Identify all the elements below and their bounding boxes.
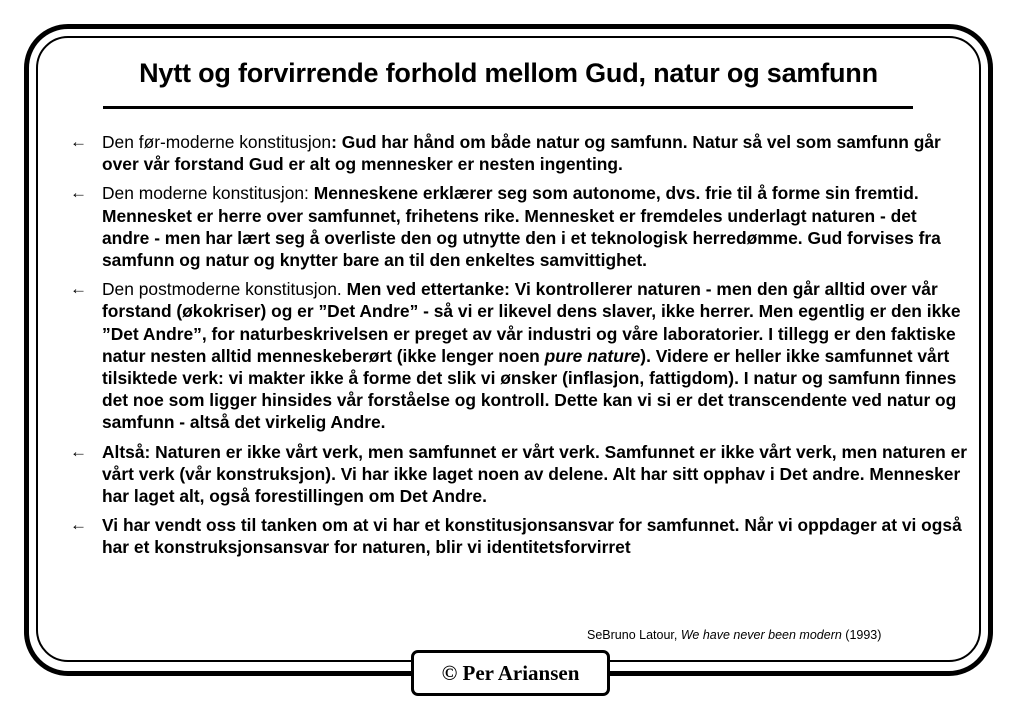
list-item (68, 278, 968, 433)
title-underline (103, 106, 913, 109)
source-year: (1993) (841, 628, 882, 642)
list-item (68, 131, 968, 175)
bullet-text: Menneskene erklærer seg som autonome, dvs. frie til å forme sin fremtid. Mennesket er herre over samfunnet, frihetens rike. Mennesket er fremdeles underlagt naturen - det andre - men har lært seg å overliste den og utnytte den i et teknologisk herredømme. Gud forvises fra samfunn og natur og knytter bare an til den enkeltes samvittighet. (102, 183, 941, 271)
arrow-left-icon: ← (70, 132, 87, 151)
bullet-text: Vi har vendt oss til tanken om at vi har et konstitusjonsansvar for samfunnet. Når vi oppdager at vi også har et konstruksjonsansvar for naturen, blir vi identitetsforvirret (102, 515, 962, 558)
bullet-lead: Den moderne konstitusjon: (102, 183, 314, 204)
bullet-italic-term: pure nature (544, 345, 641, 366)
list-item (68, 441, 968, 508)
bullet-text: Altså: Naturen er ikke vårt verk, men samfunnet er vårt verk. Samfunnet er ikke vårt verk, men naturen er vårt verk (vår konstruksjon). Vi har ikke laget noen av delene. Alt har sitt opphav i Det andre. Mennesker har laget alt, også forestillingen om Det Andre. (102, 441, 968, 507)
bullet-text: Men ved ettertanke: Vi kontrollerer naturen - men den går alltid over vår forstand (økokriser) og er ”Det Andre” - så vi er likevel dens slaver, ikke herrer. Men egentlig er den ikke ”Det Andre”, for naturbeskrivelsen er preget av vår industri og våre laboratorier. I tillegg er den faktiske natur nesten alltid menneskeberørt (ikke lenger noen (102, 279, 961, 366)
arrow-left-icon: ← (70, 279, 87, 299)
list-item (68, 514, 968, 558)
bullet-list (68, 131, 968, 566)
copyright-badge (411, 650, 610, 696)
source-work: We have never been modern (680, 628, 842, 642)
arrow-left-icon: ← (70, 183, 87, 203)
page-title: Nytt og forvirrende forhold mellom Gud, natur og samfunn (139, 58, 878, 88)
bullet-lead: Den før-moderne konstitusjon (102, 132, 332, 152)
bullet-text: ). Videre er heller ikke samfunnet vårt tilsiktede verk: vi makter ikke å forme det slik vi ønsker (inflasjon, fattigdom). I natur og samfunn finnes det noe som ligger hinsides vår forståelse og kontroll. Dette kan vi si er det transcendente ved natur og samfunn - altså det virkelig Andre. (102, 345, 957, 433)
arrow-left-icon: ← (70, 441, 87, 461)
source-author: SeBruno Latour, (587, 628, 681, 642)
copyright-text: © Per Ariansen (441, 660, 580, 685)
arrow-left-icon: ← (70, 515, 87, 535)
source-citation (587, 628, 881, 642)
bullet-lead: Den postmoderne konstitusjon. (102, 279, 347, 300)
list-item (68, 182, 968, 271)
bullet-text: : Gud har hånd om både natur og samfunn. Natur så vel som samfunn går over vår forstand Gud er alt og mennesker er nesten ingenting. (102, 132, 941, 175)
